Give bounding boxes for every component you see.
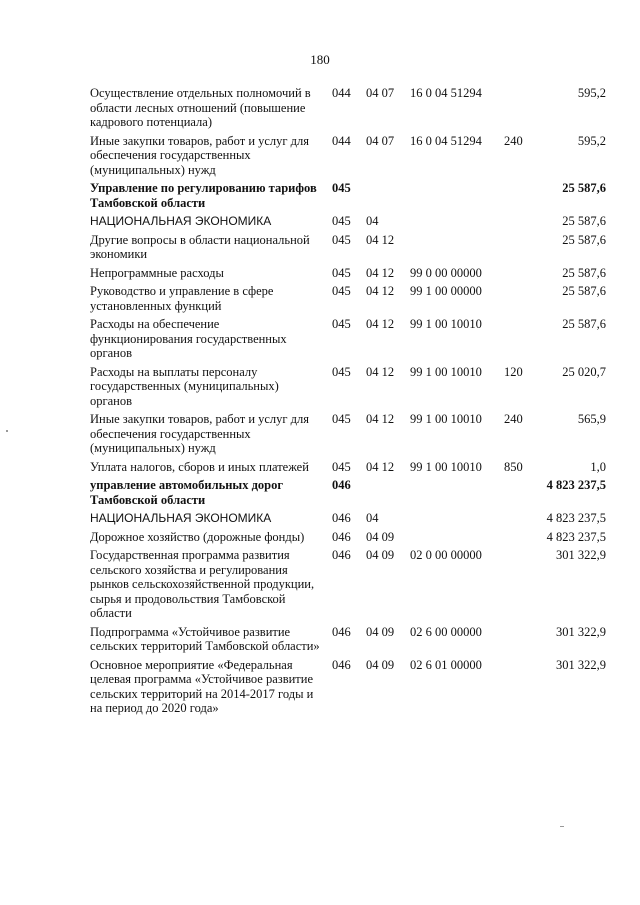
amount: 25 587,6 — [562, 232, 606, 247]
ministry-code: 045 — [332, 214, 351, 228]
row-name: Иные закупки товаров, работ и услуг для обеспечения государственных (муниципальных) нужд — [90, 412, 310, 455]
ministry-code: 045 — [332, 265, 351, 280]
section-code: 04 07 — [366, 133, 395, 148]
section-code: 04 12 — [366, 284, 395, 298]
amount: 4 823 237,5 — [546, 478, 606, 492]
table-row — [90, 233, 606, 262]
ministry-code: 045 — [332, 181, 351, 195]
table-row — [90, 530, 606, 545]
target-article-code: 02 6 01 00000 — [410, 657, 482, 672]
row-name: Другие вопросы в области национальной экономики — [90, 232, 310, 261]
ministry-code: 046 — [332, 624, 351, 639]
section-code: 04 12 — [366, 412, 395, 426]
target-article-code: 16 0 04 51294 — [410, 86, 482, 100]
target-article-code: 99 1 00 10010 — [410, 317, 482, 331]
target-article-code: 99 1 00 10010 — [410, 459, 482, 474]
target-article-code: 02 0 00 00000 — [410, 548, 482, 562]
table-row — [90, 284, 606, 313]
ministry-code: 045 — [332, 317, 351, 331]
target-article-code: 99 0 00 00000 — [410, 265, 482, 280]
target-article-code: 02 6 00 00000 — [410, 624, 482, 639]
table-row — [90, 86, 606, 130]
row-name: Управление по регулированию тарифов Тамбовской области — [90, 181, 317, 210]
page-number: 180 — [310, 52, 330, 67]
amount: 25 587,6 — [562, 214, 606, 228]
row-name: Основное мероприятие «Федеральная целевая программа «Устойчивое развитие сельских территорий на 2014-2017 годы и на период до 2020 года» — [90, 657, 314, 715]
expense-type-code: 240 — [504, 412, 523, 426]
table-row — [90, 478, 606, 507]
row-name: НАЦИОНАЛЬНАЯ ЭКОНОМИКА — [90, 511, 272, 525]
table-row — [90, 365, 606, 409]
section-code: 04 — [366, 511, 379, 525]
target-article-code: 99 1 00 10010 — [410, 364, 482, 379]
amount: 301 322,9 — [556, 657, 606, 672]
row-name: Дорожное хозяйство (дорожные фонды) — [90, 529, 305, 544]
row-name: Расходы на обеспечение функционирования государственных органов — [90, 317, 287, 360]
row-name: Осуществление отдельных полномочий в области лесных отношений (повышение кадрового потенциала) — [90, 86, 311, 129]
budget-table — [90, 86, 606, 720]
row-name: Государственная программа развития сельского хозяйства и регулирования рынков сельскохозяйственной продукции, сырья и продовольствия Тамбовской области — [90, 548, 315, 620]
row-name: НАЦИОНАЛЬНАЯ ЭКОНОМИКА — [90, 214, 272, 228]
target-article-code: 99 1 00 00000 — [410, 284, 482, 298]
ministry-code: 046 — [332, 529, 351, 544]
section-code: 04 09 — [366, 529, 395, 544]
row-name: Иные закупки товаров, работ и услуг для обеспечения государственных (муниципальных) нужд — [90, 133, 310, 177]
table-row — [90, 511, 606, 526]
scan-speck — [560, 826, 564, 827]
section-code: 04 12 — [366, 364, 395, 379]
amount: 595,2 — [577, 133, 606, 148]
target-article-code: 99 1 00 10010 — [410, 412, 482, 426]
target-article-code: 16 0 04 51294 — [410, 133, 482, 148]
table-row — [90, 134, 606, 178]
section-code: 04 07 — [366, 86, 395, 100]
amount: 25 587,6 — [562, 317, 606, 331]
table-row — [90, 460, 606, 475]
amount: 4 823 237,5 — [546, 511, 606, 525]
expense-type-code: 120 — [504, 364, 523, 379]
table-row — [90, 548, 606, 621]
ministry-code: 046 — [332, 657, 351, 672]
ministry-code: 045 — [332, 232, 351, 247]
table-row — [90, 214, 606, 229]
ministry-code: 046 — [332, 511, 351, 525]
section-code: 04 09 — [366, 548, 395, 562]
table-row — [90, 625, 606, 654]
amount: 565,9 — [577, 412, 606, 426]
row-name: Подпрограмма «Устойчивое развитие сельских территорий Тамбовской области» — [90, 624, 320, 653]
row-name: Непрограммные расходы — [90, 265, 224, 280]
scan-speck — [6, 430, 8, 432]
amount: 4 823 237,5 — [546, 529, 606, 544]
section-code: 04 09 — [366, 624, 395, 639]
amount: 301 322,9 — [556, 548, 606, 562]
table-row — [90, 412, 606, 456]
ministry-code: 046 — [332, 478, 351, 492]
amount: 595,2 — [577, 86, 606, 100]
ministry-code: 045 — [332, 284, 351, 298]
ministry-code: 045 — [332, 459, 351, 474]
ministry-code: 044 — [332, 86, 351, 100]
amount: 25 587,6 — [562, 181, 606, 195]
row-name: Руководство и управление в сфере установленных функций — [90, 284, 274, 313]
section-code: 04 12 — [366, 232, 395, 247]
amount: 1,0 — [590, 459, 606, 474]
section-code: 04 12 — [366, 265, 395, 280]
expense-type-code: 240 — [504, 133, 523, 148]
amount: 301 322,9 — [556, 624, 606, 639]
amount: 25 020,7 — [562, 364, 606, 379]
section-code: 04 12 — [366, 317, 395, 331]
table-row — [90, 317, 606, 361]
ministry-code: 046 — [332, 548, 351, 562]
section-code: 04 12 — [366, 459, 395, 474]
ministry-code: 045 — [332, 412, 351, 426]
row-name: Уплата налогов, сборов и иных платежей — [90, 459, 309, 474]
ministry-code: 044 — [332, 133, 351, 148]
amount: 25 587,6 — [562, 265, 606, 280]
row-name: Расходы на выплаты персоналу государственных (муниципальных) органов — [90, 364, 279, 408]
expense-type-code: 850 — [504, 459, 523, 474]
row-name: управление автомобильных дорог Тамбовской области — [90, 478, 284, 507]
amount: 25 587,6 — [562, 284, 606, 298]
section-code: 04 09 — [366, 657, 395, 672]
table-row — [90, 658, 606, 716]
section-code: 04 — [366, 214, 379, 228]
table-row — [90, 266, 606, 281]
table-row — [90, 181, 606, 210]
ministry-code: 045 — [332, 364, 351, 379]
